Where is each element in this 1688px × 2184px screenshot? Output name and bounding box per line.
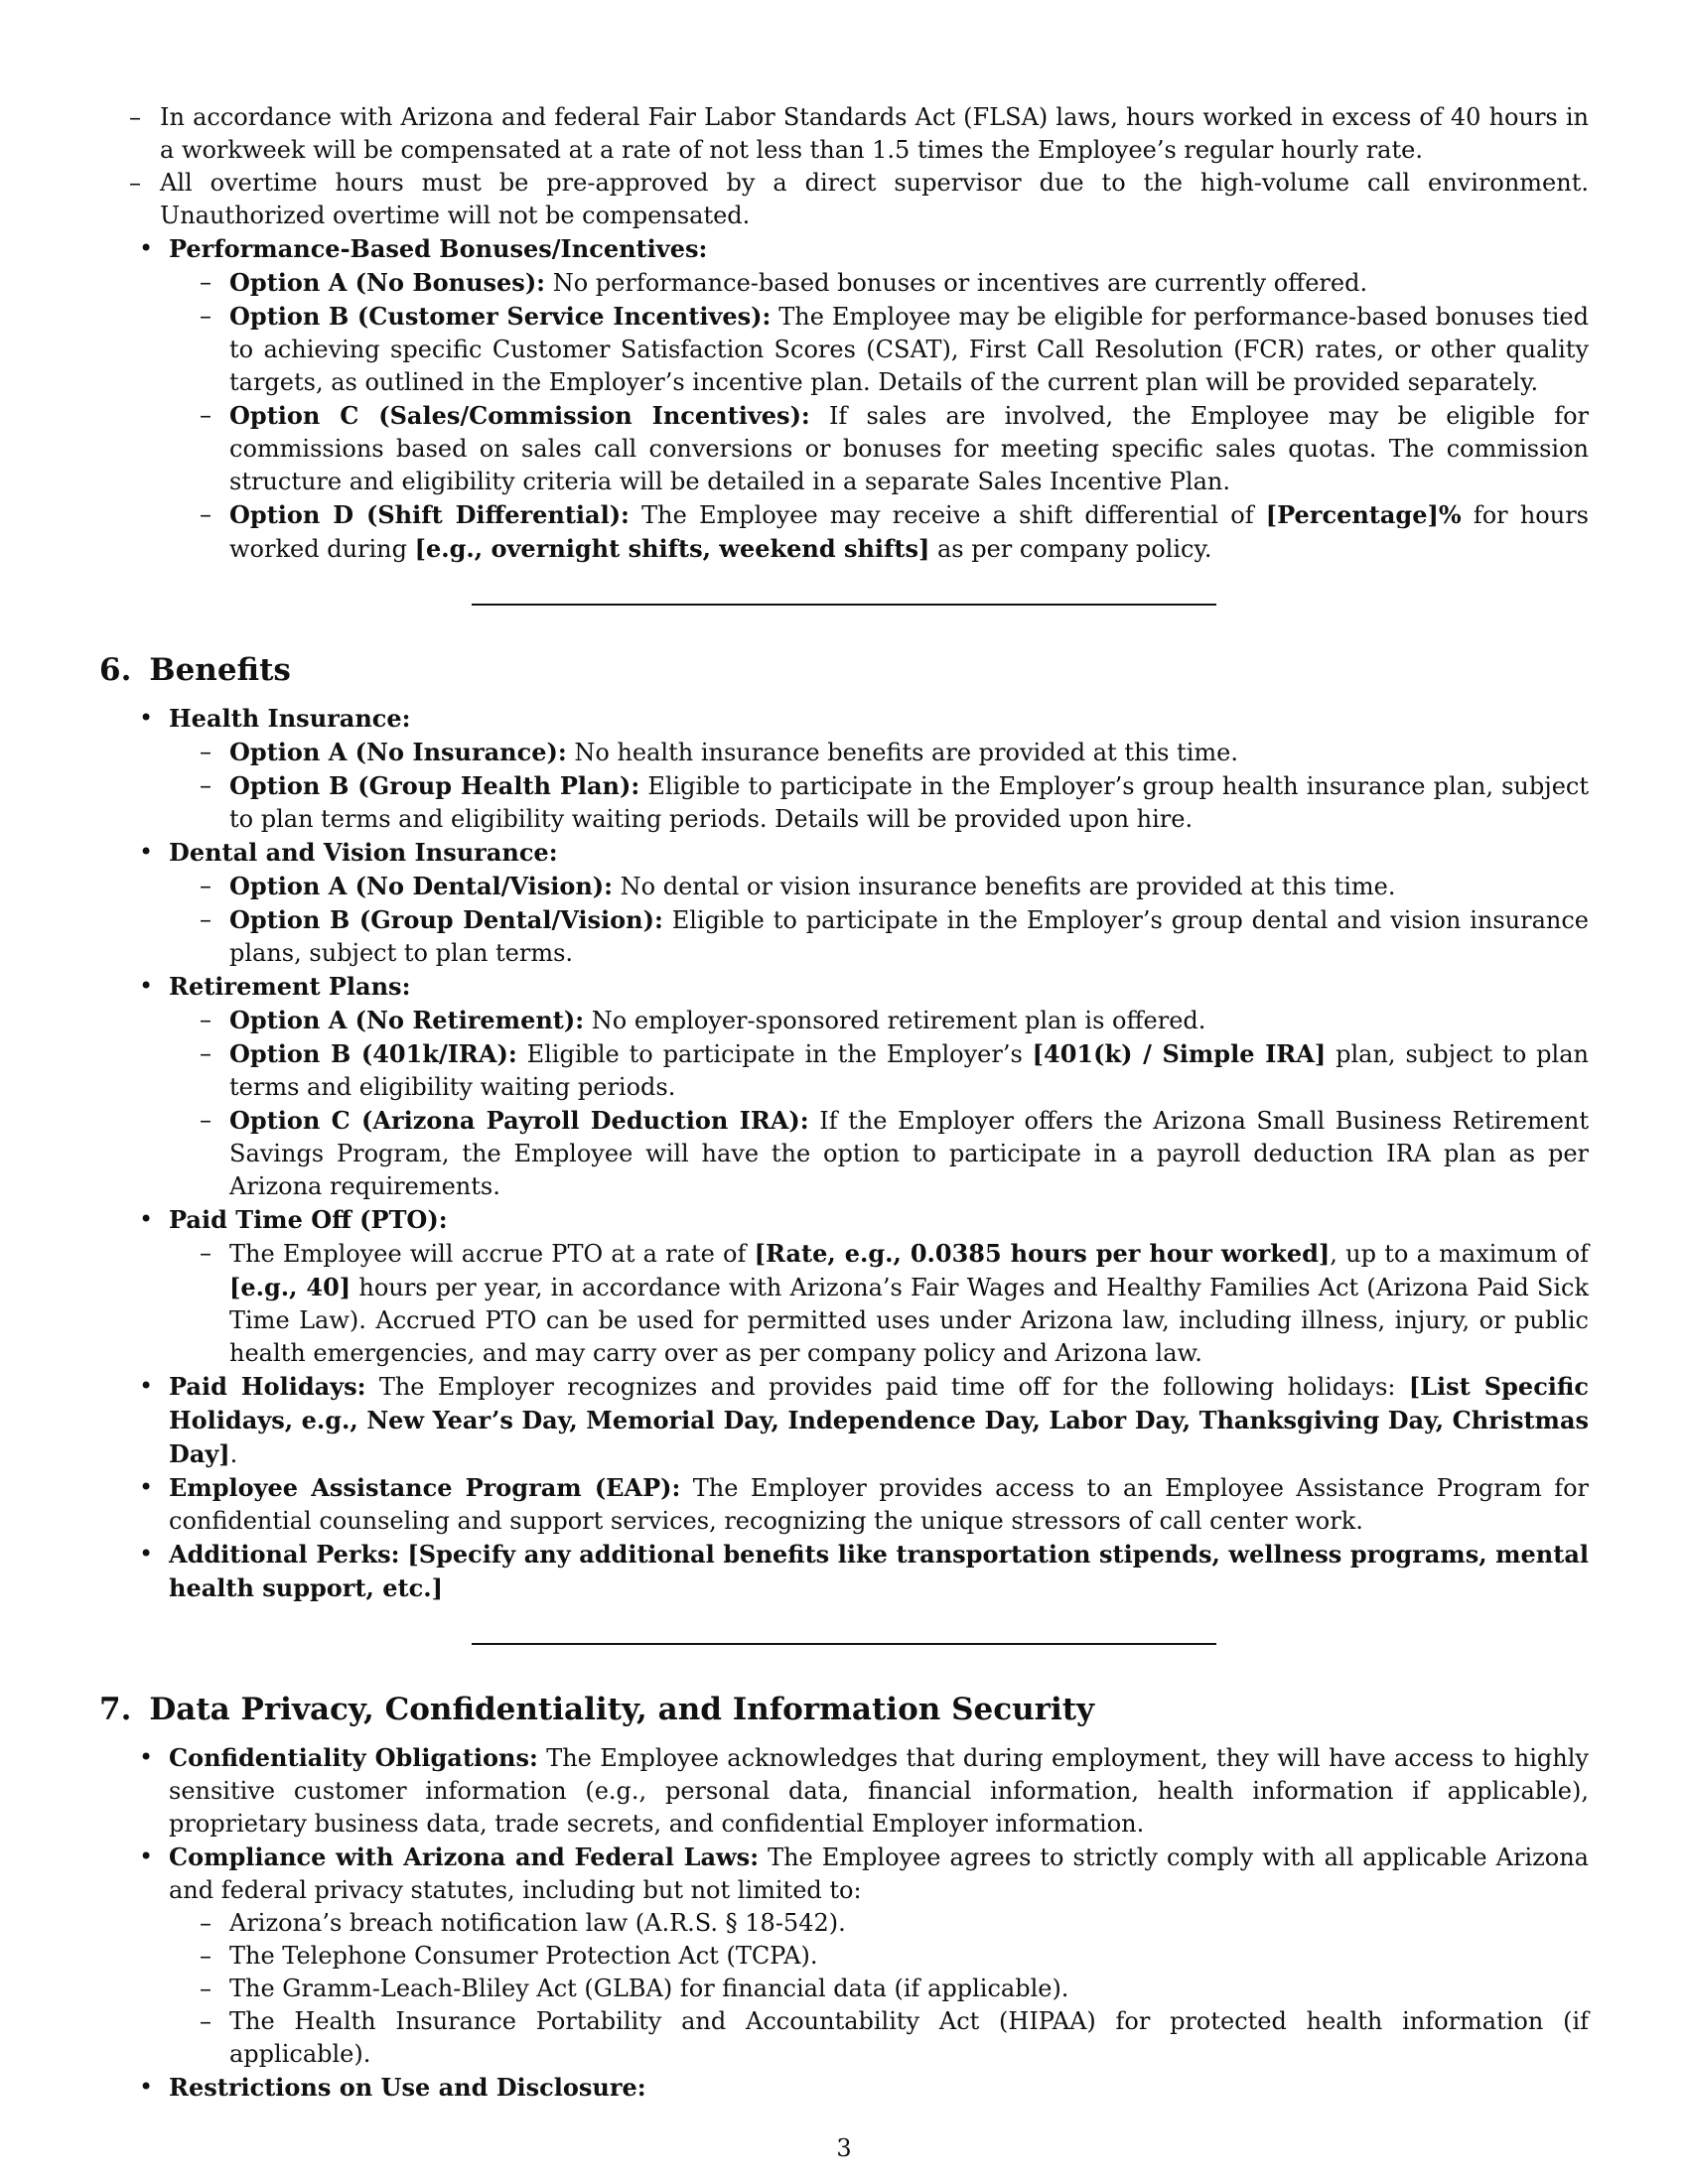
list-item: – The Telephone Consumer Protection Act (TCPA). — [169, 1940, 1589, 1973]
list-item: • Dental and Vision Insurance: – Option A (No Dental/Vision): No dental or vision insurance benefits are provided at this time. – Option B (Group Dental/Vision): Eligible to participate in the Employer’s group dental and vision insurance plans, subject to plan terms. — [99, 836, 1589, 970]
page-number: 3 — [836, 2134, 852, 2162]
list-item: – Option A (No Bonuses): No performance-based bonuses or incentives are currently offered. — [169, 266, 1589, 300]
bonuses-title: Performance-Based Bonuses/Incentives: — [169, 234, 708, 263]
list-item: • Confidentiality Obligations: The Employee acknowledges that during employment, they will have access to highly sensitive customer information (e.g., personal data, financial information, health information if applicable), proprietary business data, trade secrets, and confidential Employer information. — [99, 1741, 1589, 1841]
list-item: – Option B (401k/IRA): Eligible to participate in the Employer’s [401(k) / Simple IRA] plan, subject to plan terms and eligibility waiting periods. — [169, 1037, 1589, 1104]
overtime-item: – In accordance with Arizona and federal Fair Labor Standards Act (FLSA) laws, hours worked in excess of 40 hours in a workweek will be compensated at a rate of not less than 1.5 times the Employee’s regular hourly rate. — [30, 101, 1589, 167]
section-heading: 6. Benefits — [99, 652, 291, 688]
overtime-item: – All overtime hours must be pre-approved by a direct supervisor due to the high-volume call environment. Unauthorized overtime will not be compensated. — [30, 167, 1589, 232]
list-item: – The Health Insurance Portability and Accountability Act (HIPAA) for protected health information (if applicable). — [169, 2005, 1589, 2071]
list-item: – Arizona’s breach notification law (A.R.S. § 18-542). — [169, 1907, 1589, 1940]
list-item: • Compliance with Arizona and Federal Laws: The Employee agrees to strictly comply with all applicable Arizona and federal privacy statutes, including but not limited to: – Arizona’s breach notification law (A.R.S. § 18-542). – The Telephone Consumer Protection Act (TCPA). – The Gramm-Leach-Bliley Act (GLBA) for financial data (if applicable). – The Health Insurance Portability and Accountability Act (HIPAA) for protected health information (if applicable). — [99, 1841, 1589, 2071]
list-item: – Option B (Group Health Plan): Eligible to participate in the Employer’s group health insurance plan, subject to plan terms and eligibility waiting periods. Details will be provided upon hire. — [169, 769, 1589, 836]
section-heading: 7. Data Privacy, Confidentiality, and Information Security — [99, 1692, 1095, 1727]
benefits-list — [99, 702, 1589, 1605]
list-item: – Option A (No Dental/Vision): No dental or vision insurance benefits are provided at this time. — [169, 870, 1589, 903]
section-divider — [472, 604, 1216, 606]
list-item: – The Gramm-Leach-Bliley Act (GLBA) for financial data (if applicable). — [169, 1973, 1589, 2005]
list-item: • Restrictions on Use and Disclosure: — [99, 2071, 1589, 2105]
list-item: – Option C (Arizona Payroll Deduction IRA): If the Employer offers the Arizona Small Business Retirement Savings Program, the Employee will have the option to participate in a payroll deduction IRA plan as per Arizona requirements. — [169, 1104, 1589, 1203]
overtime-list — [30, 101, 1589, 232]
list-item: • Retirement Plans: – Option A (No Retirement): No employer-sponsored retirement plan is offered. – Option B (401k/IRA): Eligible to participate in the Employer’s [401(k) / Simple IRA] plan, subject to plan terms and eligibility waiting periods. – Option C (Arizona Payroll Deduction IRA): If the Employer offers the Arizona Small Business Retirement Savings Program, the Employee will have the option to participate in a payroll deduction IRA plan as per Arizona requirements. — [99, 970, 1589, 1203]
list-item: • Health Insurance: – Option A (No Insurance): No health insurance benefits are provided at this time. – Option B (Group Health Plan): Eligible to participate in the Employer’s group health insurance plan, subject to plan terms and eligibility waiting periods. Details will be provided upon hire. — [99, 702, 1589, 836]
bonuses-list — [99, 232, 1589, 566]
bonuses-options — [169, 266, 1589, 566]
list-item: – Option A (No Insurance): No health insurance benefits are provided at this time. — [169, 736, 1589, 769]
list-item: – Option A (No Retirement): No employer-sponsored retirement plan is offered. — [169, 1004, 1589, 1037]
list-item: • Additional Perks: [Specify any additional benefits like transportation stipends, wellness programs, mental health support, etc.] — [99, 1538, 1589, 1605]
section-divider — [472, 1643, 1216, 1645]
bonuses-item — [99, 232, 1589, 566]
list-item: – The Employee will accrue PTO at a rate of [Rate, e.g., 0.0385 hours per hour worked], up to a maximum of [e.g., 40] hours per year, in accordance with Arizona’s Fair Wages and Healthy Families Act (Arizona Paid Sick Time Law). Accrued PTO can be used for permitted uses under Arizona law, including illness, injury, or public health emergencies, and may carry over as per company policy and Arizona law. — [169, 1237, 1589, 1370]
list-item: – Option B (Customer Service Incentives): The Employee may be eligible for performance-based bonuses tied to achieving specific Customer Satisfaction Scores (CSAT), First Call Resolution (FCR) rates, or other quality targets, as outlined in the Employer’s incentive plan. Details of the current plan will be provided separately. — [169, 300, 1589, 399]
list-item: – Option D (Shift Differential): The Employee may receive a shift differential of [Percentage]% for hours worked during [e.g., overnight shifts, weekend shifts] as per company policy. — [169, 498, 1589, 566]
list-item: • Employee Assistance Program (EAP): The Employer provides access to an Employee Assistance Program for confidential counseling and support services, recognizing the unique stressors of call center work. — [99, 1471, 1589, 1538]
list-item: • Paid Time Off (PTO): – The Employee will accrue PTO at a rate of [Rate, e.g., 0.0385 hours per hour worked], up to a maximum of [e.g., 40] hours per year, in accordance with Arizona’s Fair Wages and Healthy Families Act (Arizona Paid Sick Time Law). Accrued PTO can be used for permitted uses under Arizona law, including illness, injury, or public health emergencies, and may carry over as per company policy and Arizona law. — [99, 1203, 1589, 1370]
list-item: • Paid Holidays: The Employer recognizes and provides paid time off for the following holidays: [List Specific Holidays, e.g., New Year’s Day, Memorial Day, Independence Day, Labor Day, Thanksgiving Day, Christmas Day]. — [99, 1370, 1589, 1471]
document-page — [99, 0, 1589, 2105]
list-item: – Option C (Sales/Commission Incentives): If sales are involved, the Employee may be eligible for commissions based on sales call conversions or bonuses for meeting specific sales quotas. The commission structure and eligibility criteria will be detailed in a separate Sales Incentive Plan. — [169, 399, 1589, 498]
privacy-list — [99, 1741, 1589, 2105]
list-item: – Option B (Group Dental/Vision): Eligible to participate in the Employer’s group dental and vision insurance plans, subject to plan terms. — [169, 903, 1589, 970]
